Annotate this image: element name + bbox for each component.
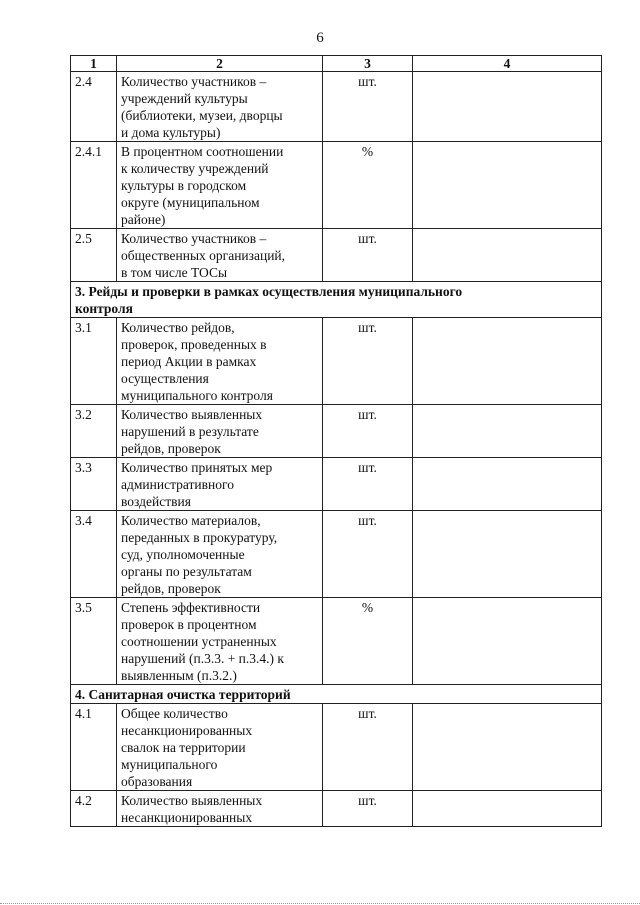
row-value [413, 318, 602, 405]
row-unit: шт. [323, 511, 413, 598]
table-row [71, 598, 602, 685]
row-number: 3.2 [71, 405, 117, 458]
row-unit: % [323, 598, 413, 685]
row-number: 2.5 [71, 229, 117, 282]
row-value [413, 72, 602, 142]
row-unit: шт. [323, 229, 413, 282]
row-number: 3.1 [71, 318, 117, 405]
row-unit: шт. [323, 704, 413, 791]
table-row [71, 72, 602, 142]
column-header-3: 3 [323, 56, 413, 72]
page-number: 6 [316, 30, 324, 46]
row-description: Количество выявленных нарушений в результате рейдов, проверок [117, 405, 323, 458]
row-unit: шт. [323, 458, 413, 511]
row-value [413, 511, 602, 598]
table-row [71, 704, 602, 791]
report-table [70, 55, 602, 827]
column-header-4: 4 [413, 56, 602, 72]
table-row [71, 405, 602, 458]
row-value [413, 791, 602, 827]
row-description: Общее количество несанкционированных свалок на территории муниципального образования [117, 704, 323, 791]
row-description: Степень эффективности проверок в процентном соотношении устраненных нарушений (п.3.3. + п.3.4.) к выявленным (п.3.2.) [117, 598, 323, 685]
table-row [71, 318, 602, 405]
table-row [71, 511, 602, 598]
table-row [71, 142, 602, 229]
row-value [413, 405, 602, 458]
row-unit: шт. [323, 791, 413, 827]
row-description: Количество участников – общественных организаций, в том числе ТОСы [117, 229, 323, 282]
row-number: 3.5 [71, 598, 117, 685]
row-number: 2.4.1 [71, 142, 117, 229]
row-value [413, 598, 602, 685]
row-number: 2.4 [71, 72, 117, 142]
table-row [71, 791, 602, 827]
row-number: 4.1 [71, 704, 117, 791]
row-unit: % [323, 142, 413, 229]
row-unit: шт. [323, 405, 413, 458]
row-value [413, 458, 602, 511]
row-description: Количество материалов, переданных в прокуратуру, суд, уполномоченные органы по результатам рейдов, проверок [117, 511, 323, 598]
column-header-1: 1 [71, 56, 117, 72]
row-unit: шт. [323, 318, 413, 405]
row-description: Количество принятых мер административного воздействия [117, 458, 323, 511]
table-header-row [71, 56, 602, 72]
row-unit: шт. [323, 72, 413, 142]
row-value [413, 229, 602, 282]
row-number: 3.4 [71, 511, 117, 598]
row-description: Количество выявленных несанкционированных [117, 791, 323, 827]
row-description: Количество участников – учреждений культуры (библиотеки, музеи, дворцы и дома культуры) [117, 72, 323, 142]
row-description: Количество рейдов, проверок, проведенных в период Акции в рамках осуществления муниципального контроля [117, 318, 323, 405]
table-row [71, 229, 602, 282]
row-number: 4.2 [71, 791, 117, 827]
row-number: 3.3 [71, 458, 117, 511]
table-row [71, 458, 602, 511]
row-description: В процентном соотношении к количеству учреждений культуры в городском округе (муниципальном районе) [117, 142, 323, 229]
section-header-row [71, 685, 602, 704]
section-title: 4. Санитарная очистка территорий [71, 685, 602, 704]
section-title: 3. Рейды и проверки в рамках осуществления муниципального контроля [71, 282, 602, 318]
section-header-row [71, 282, 602, 318]
page-bottom-edge [0, 903, 640, 904]
column-header-2: 2 [117, 56, 323, 72]
row-value [413, 704, 602, 791]
row-value [413, 142, 602, 229]
